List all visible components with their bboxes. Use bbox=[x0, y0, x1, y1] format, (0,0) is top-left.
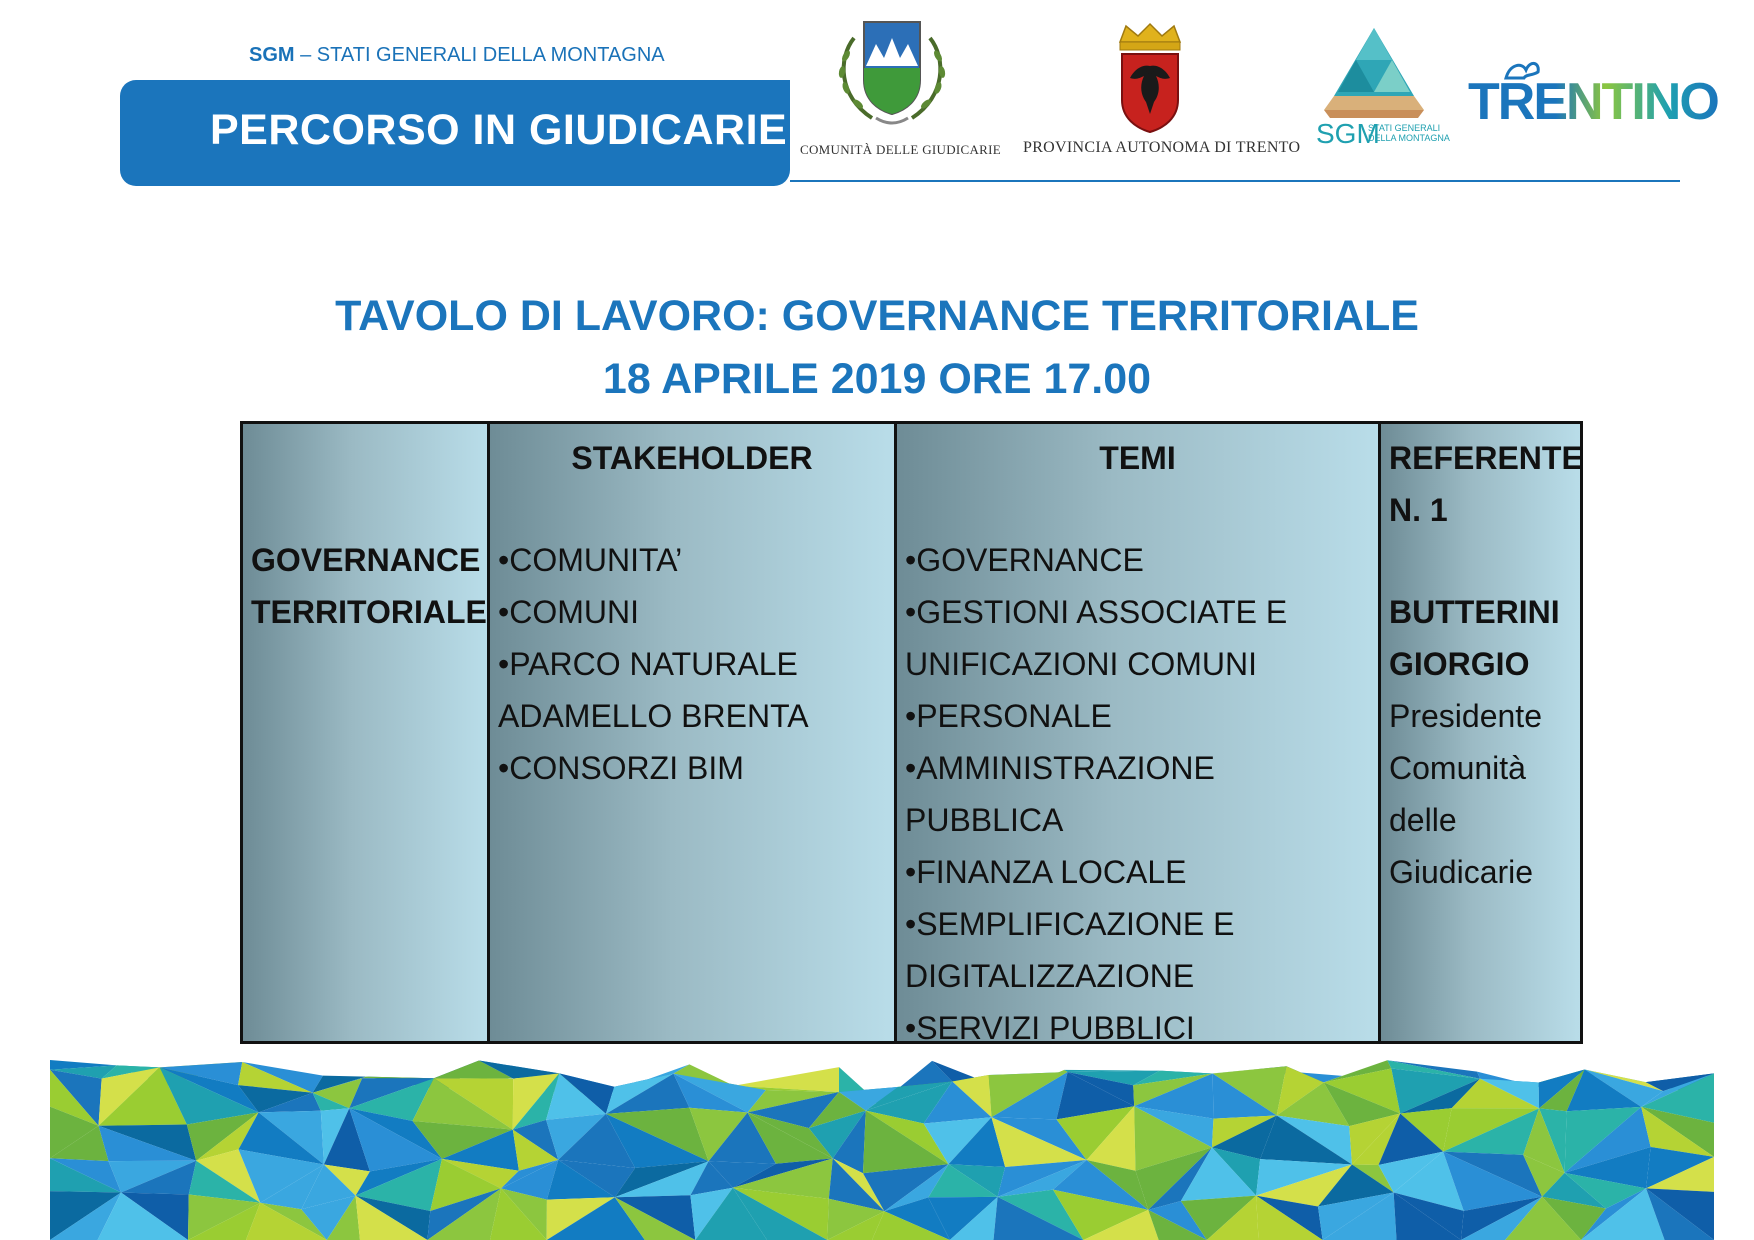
meeting-title: TAVOLO DI LAVORO: GOVERNANCE TERRITORIALE bbox=[335, 292, 1419, 340]
sgm-sub-line-2: DELLA MONTAGNA bbox=[1368, 133, 1450, 143]
referente-details bbox=[1389, 586, 1576, 898]
mosaic-triangle bbox=[362, 1077, 434, 1079]
list-item: •AMMINISTRAZIONE bbox=[905, 750, 1215, 786]
referente-role-line: Giudicarie bbox=[1389, 854, 1534, 890]
referente-role-line: Presidente bbox=[1389, 698, 1542, 734]
referente-header bbox=[1389, 432, 1583, 536]
table-column-temi bbox=[894, 424, 1378, 1046]
temi-list bbox=[905, 534, 1374, 1054]
work-table bbox=[240, 421, 1583, 1044]
sgm-triangle-logo-icon bbox=[1314, 24, 1434, 120]
referente-header-line: REFERENTE bbox=[1389, 440, 1583, 476]
topic-line: GOVERNANCE bbox=[251, 542, 481, 578]
list-item: •PARCO NATURALE bbox=[498, 646, 798, 682]
table-column-topic bbox=[243, 424, 487, 1041]
mountain-mosaic-decoration bbox=[50, 1040, 1714, 1240]
sgm-sub-line-1: STATI GENERALI bbox=[1368, 123, 1441, 133]
list-item: ADAMELLO BRENTA bbox=[498, 698, 809, 734]
trentino-butterfly-icon bbox=[1502, 58, 1542, 84]
list-item: UNIFICAZIONI COMUNI bbox=[905, 646, 1257, 682]
sgm-abbr: SGM bbox=[249, 44, 295, 66]
sgm-label bbox=[249, 44, 665, 67]
referente-role-line: delle bbox=[1389, 802, 1457, 838]
sgm-logo-text: SGM bbox=[1316, 118, 1380, 149]
referente-firstname: GIORGIO bbox=[1389, 646, 1530, 682]
provincia-caption: PROVINCIA AUTONOMA DI TRENTO bbox=[1023, 139, 1301, 156]
sgm-full-name: – STATI GENERALI DELLA MONTAGNA bbox=[294, 44, 665, 66]
comunita-caption: COMUNITÀ DELLE GIUDICARIE bbox=[800, 142, 1002, 157]
table-column-referente bbox=[1378, 424, 1583, 1041]
page-title: PERCORSO IN GIUDICARIE bbox=[210, 106, 788, 154]
stakeholder-list bbox=[498, 534, 890, 794]
list-item: •SEMPLIFICAZIONE E bbox=[905, 906, 1235, 942]
list-item: DIGITALIZZAZIONE bbox=[905, 958, 1195, 994]
list-item: •SERVIZI PUBBLICI bbox=[905, 1010, 1195, 1046]
topic-cell bbox=[251, 534, 487, 638]
temi-header: TEMI bbox=[1099, 440, 1176, 476]
list-item: •COMUNITA’ bbox=[498, 542, 683, 578]
list-item: •GOVERNANCE bbox=[905, 542, 1144, 578]
trentino-wordmark: TRENTINO bbox=[1468, 73, 1718, 131]
referente-number: N. 1 bbox=[1389, 492, 1448, 528]
list-item: •COMUNI bbox=[498, 594, 639, 630]
list-item: •PERSONALE bbox=[905, 698, 1112, 734]
list-item: •FINANZA LOCALE bbox=[905, 854, 1187, 890]
list-item: •CONSORZI BIM bbox=[498, 750, 744, 786]
comunita-coat-of-arms-icon bbox=[832, 18, 952, 130]
topic-line: TERRITORIALE bbox=[251, 594, 487, 630]
stakeholder-header: STAKEHOLDER bbox=[571, 440, 813, 476]
table-column-stakeholder bbox=[487, 424, 894, 1041]
referente-role-line: Comunità bbox=[1389, 750, 1526, 786]
header-divider bbox=[790, 180, 1680, 182]
referente-surname: BUTTERINI bbox=[1389, 594, 1560, 630]
list-item: •GESTIONI ASSOCIATE E bbox=[905, 594, 1288, 630]
list-item: PUBBLICA bbox=[905, 802, 1064, 838]
meeting-datetime: 18 APRILE 2019 ORE 17.00 bbox=[602, 355, 1152, 403]
provincia-eagle-crest-icon bbox=[1112, 22, 1188, 134]
sgm-logo-subtitle bbox=[1368, 123, 1450, 143]
